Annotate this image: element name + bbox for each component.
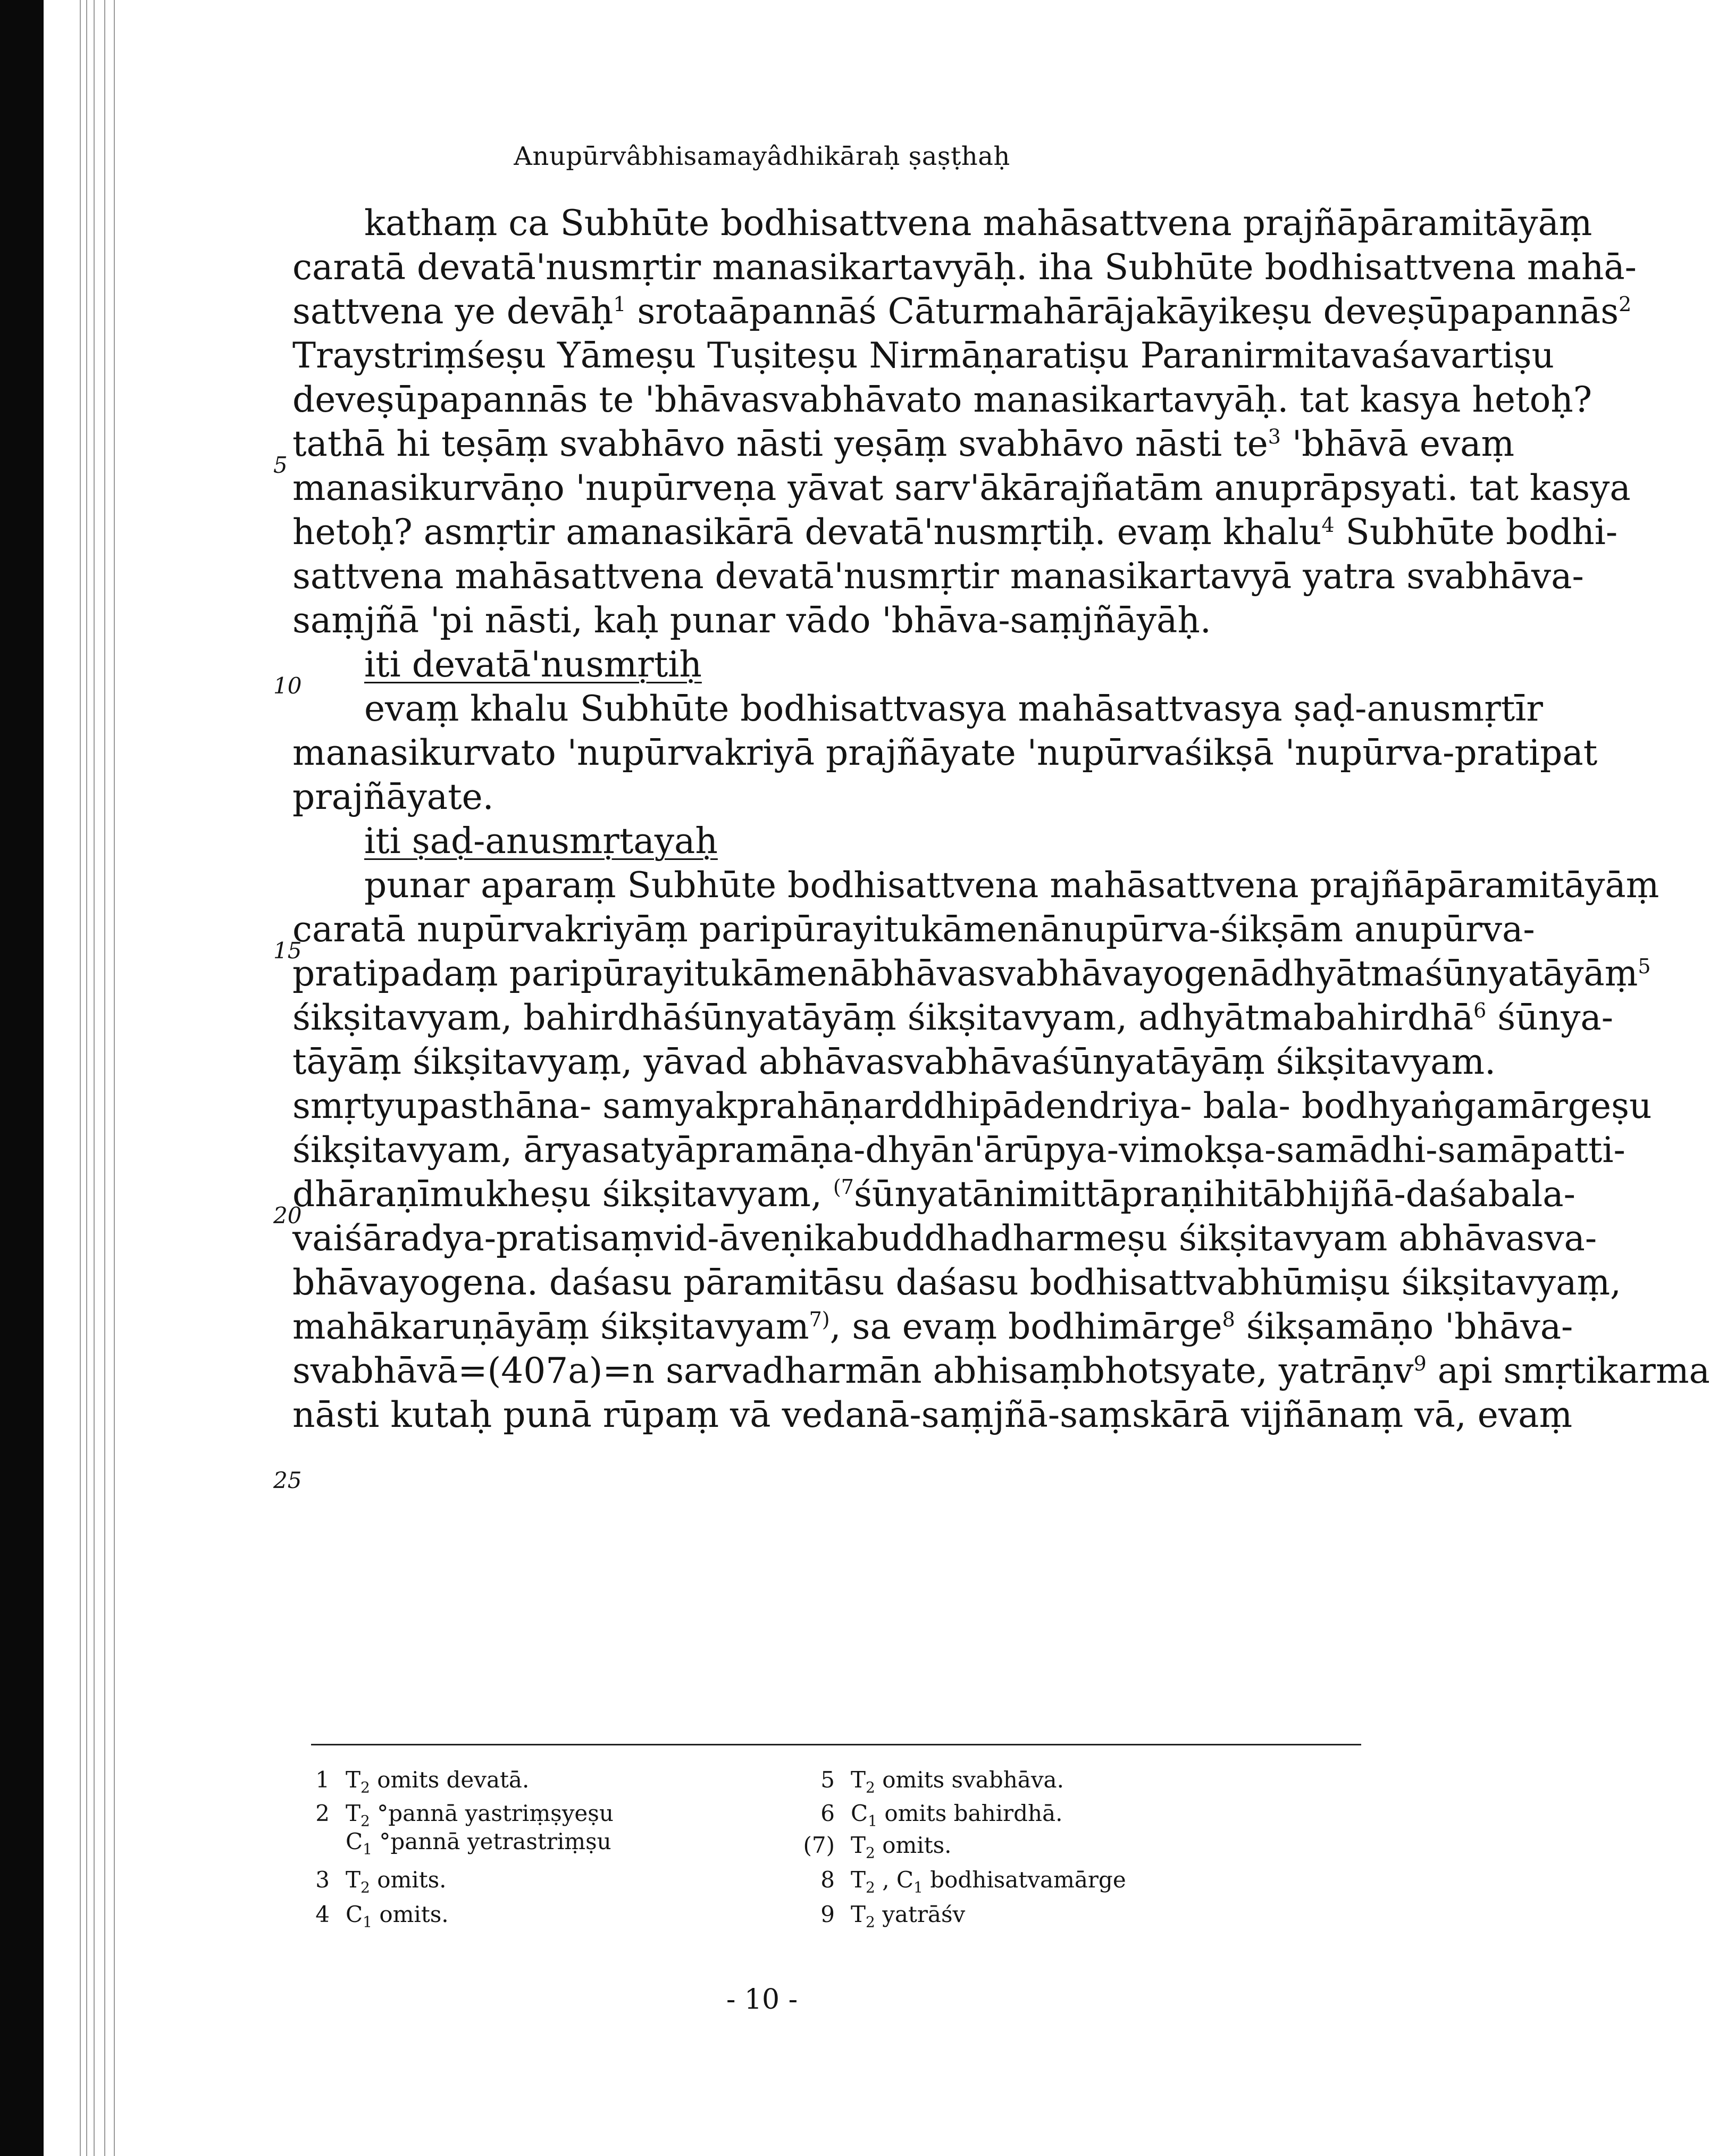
- footnote: 2 $T_2$ °pannā yastriṃṣyeṣu: [315, 1800, 614, 1830]
- text-line: Traystriṃśeṣu Yāmeṣu Tuṣiteṣu Nirmāṇaratiṣu Paranirmitavaśavartiṣu: [292, 335, 1555, 376]
- text-line: saṃjñā 'pi nāsti, kaḥ punar vādo 'bhāva-saṃjñāyāḥ.: [292, 600, 1211, 641]
- footnote: 9 $T_2$ yatrāśv: [820, 1901, 966, 1931]
- text-line: mahākaruṇāyāṃ śikṣitavyam$^{7)}$, sa evaṃ bodhimārge$^8$ śikṣamāṇo 'bhāva-: [292, 1306, 1573, 1347]
- text-line: manasikurvāṇo 'nupūrveṇa yāvat sarv'ākārajñatām anuprāpsyati. tat kasya: [292, 467, 1631, 508]
- scan-artifact: [80, 0, 81, 2156]
- footnote: (7) $T_2$ omits.: [803, 1832, 952, 1862]
- scan-border: [0, 0, 44, 2156]
- running-header: Anupūrvâbhisamayâdhikāraḥ ṣaṣṭhaḥ: [514, 141, 1010, 171]
- text-line: kathaṃ ca Subhūte bodhisattvena mahāsattvena prajñāpāramitāyāṃ: [364, 203, 1592, 244]
- text-line: tāyāṃ śikṣitavyaṃ, yāvad abhāvasvabhāvaśūnyatāyāṃ śikṣitavyam.: [292, 1041, 1496, 1082]
- line-number: 25: [273, 1467, 302, 1493]
- text-line: tathā hi teṣāṃ svabhāvo nāsti yeṣāṃ svabhāvo nāsti $te^3$ 'bhāvā evaṃ: [292, 423, 1515, 464]
- footnote: 8 $T_2$ , $C_1$ bodhisatvamārge: [820, 1867, 1126, 1896]
- text-line: vaiśāradya-pratisaṃvid-āveṇikabuddhadharmeṣu śikṣitavyam abhāvasva-: [292, 1218, 1597, 1259]
- section-colophon: iti devatā'nusmṛtiḥ: [364, 644, 702, 685]
- text-line: caratā nupūrvakriyāṃ paripūrayitukāmenānupūrva-śikṣām anupūrva-: [292, 909, 1535, 950]
- footnote: $C_1$ °pannā yetrastriṃṣu: [346, 1828, 611, 1858]
- footnote: 6 $C_1$ omits bahirdhā.: [820, 1800, 1063, 1830]
- scan-artifact: [86, 0, 87, 2156]
- text-line: śikṣitavyam, āryasatyāpramāṇa-dhyān'ārūpya-vimokṣa-samādhi-samāpatti-: [292, 1130, 1625, 1171]
- footnote: 1 $T_2$ omits devatā.: [315, 1767, 530, 1796]
- text-line: sattvena ye devāḥ$^1$ srotaāpannāś Cāturmahārājakāyikeṣu deveṣūpapannās$^2$: [292, 291, 1632, 332]
- text-line: śikṣitavyam, bahirdhāśūnyatāyāṃ śikṣitavyam, adhyātmabahirdhā$^6$ śūnya-: [292, 997, 1614, 1038]
- text-line: prajñāyate.: [292, 776, 494, 817]
- text-line: manasikurvato 'nupūrvakriyā prajñāyate 'nupūrvaśikṣā 'nupūrva-pratipat: [292, 732, 1598, 773]
- text-line: hetoḥ? asmṛtir amanasikārā devatā'nusmṛtiḥ. evaṃ khalu$^4$ Subhūte bodhi-: [292, 512, 1618, 553]
- text-line: caratā devatā'nusmṛtir manasikartavyāḥ. iha Subhūte bodhisattvena mahā-: [292, 247, 1637, 288]
- text-line: svabhāvā=(407a)=n sarvadharmān abhisaṃbhotsyate, yatrāṇv$^9$ api smṛtikarma: [292, 1350, 1710, 1391]
- text-line: evaṃ khalu Subhūte bodhisattvasya mahāsattvasya ṣaḍ-anusmṛtīr: [364, 688, 1543, 729]
- footnote: 3 $T_2$ omits.: [315, 1867, 447, 1896]
- line-number: 10: [273, 673, 302, 699]
- footnote: 5 $T_2$ omits svabhāva.: [820, 1767, 1064, 1796]
- footnote: 4 $C_1$ omits.: [315, 1901, 449, 1931]
- text-line: pratipadaṃ paripūrayitukāmenābhāvasvabhāvayogenādhyātmaśūnyatāyāṃ$^5$: [292, 953, 1651, 994]
- section-colophon: iti ṣaḍ-anusmṛtayaḥ: [364, 821, 718, 862]
- scan-artifact: [114, 0, 115, 2156]
- scan-artifact: [104, 0, 105, 2156]
- line-number: 5: [273, 452, 288, 478]
- text-line: bhāvayogena. daśasu pāramitāsu daśasu bodhisattvabhūmiṣu śikṣitavyaṃ,: [292, 1262, 1622, 1303]
- text-line: smṛtyupasthāna- samyakprahāṇarddhipādendriya- bala- bodhyaṅgamārgeṣu: [292, 1085, 1652, 1126]
- line-number: 15: [273, 938, 302, 964]
- scan-artifact: [94, 0, 95, 2156]
- text-line: sattvena mahāsattvena devatā'nusmṛtir manasikartavyā yatra svabhāva-: [292, 556, 1584, 597]
- text-line: punar aparaṃ Subhūte bodhisattvena mahāsattvena prajñāpāramitāyāṃ: [364, 865, 1659, 906]
- text-line: deveṣūpapannās te 'bhāvasvabhāvato manasikartavyāḥ. tat kasya hetoḥ?: [292, 379, 1592, 420]
- page-number: - 10 -: [726, 1984, 798, 2016]
- text-line: dhāraṇīmukheṣu śikṣitavyam, $^{(7}$śūnyatānimittāpraṇihitābhijñā-daśabala-: [292, 1174, 1575, 1215]
- line-number: 20: [273, 1202, 302, 1229]
- footnote-divider: [311, 1744, 1361, 1745]
- text-line: nāsti kutaḥ punā rūpaṃ vā vedanā-saṃjñā-saṃskārā vijñānaṃ vā, evaṃ: [292, 1394, 1573, 1435]
